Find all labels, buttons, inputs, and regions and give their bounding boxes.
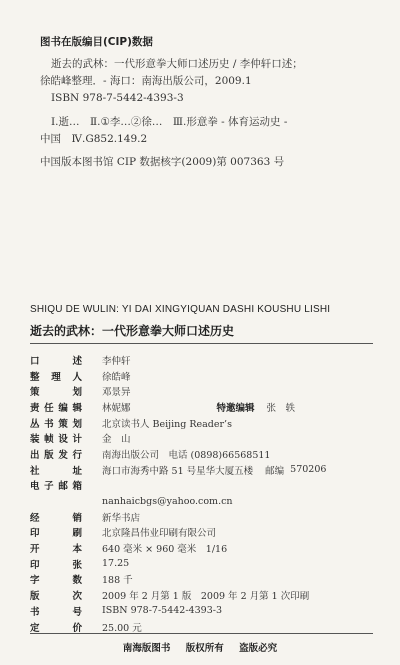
credit-row-distributor (30, 509, 373, 525)
credit-row-isbn (30, 603, 373, 619)
credits-table (30, 352, 373, 634)
cip-subject-line: 中国 Ⅳ.G852.149.2 (40, 133, 148, 145)
postcode-label: 邮编 (265, 465, 285, 477)
credit-label: 口 述 (30, 355, 82, 367)
credit-value: ISBN 978-7-5442-4393-3 (102, 605, 222, 617)
credit-value: 北京隆昌伟业印刷有限公司 (102, 528, 217, 540)
guest-editor-value: 张 轶 (266, 402, 296, 414)
credit-value: 金 山 (102, 434, 131, 446)
cip-isbn-line: ISBN 978-7-5442-4393-3 (51, 92, 184, 104)
credit-row-planner (30, 383, 373, 399)
credit-row-sheets (30, 556, 373, 572)
credit-row-edition (30, 587, 373, 603)
credit-label: 电子邮箱 (30, 481, 82, 493)
credit-label: 开 本 (30, 544, 82, 556)
credit-row-series-planner (30, 415, 373, 431)
credit-value: 林妮娜 (102, 402, 131, 414)
credit-value: 南海出版公司 电话 (0898)66568511 (102, 449, 271, 461)
credit-label: 社 址 (30, 465, 82, 477)
credit-value: 北京读书人 Beijing Reader’s (102, 418, 232, 430)
cip-entry-line: 徐皓峰整理．- 海口：南海出版公司，2009.1 (40, 75, 252, 87)
credit-value: 2009 年 2 月第 1 版 2009 年 2 月第 1 次印刷 (102, 591, 310, 603)
footer (0, 640, 400, 654)
credit-value: 徐皓峰 (102, 371, 131, 383)
credit-label: 策 划 (30, 387, 82, 399)
title-divider (30, 343, 373, 344)
credit-row-design (30, 430, 373, 446)
cip-entry (40, 56, 370, 107)
cip-subjects (40, 114, 370, 148)
credit-value: 邓景异 (102, 387, 131, 399)
credit-label: 版 次 (30, 591, 82, 603)
credit-row-printer (30, 525, 373, 541)
credit-label: 责任编辑 (30, 402, 82, 414)
credit-row-address (30, 462, 373, 478)
credit-value: nanhaicbgs@yahoo.com.cn (102, 495, 233, 507)
footer-piracy: 盗版必究 (239, 643, 278, 654)
credit-value: 640 毫米 × 960 毫米 1/16 (102, 544, 228, 556)
credit-row-email-value (30, 493, 373, 509)
credit-value: 新华书店 (102, 512, 141, 524)
cip-heading: 图书在版编目(CIP)数据 (40, 36, 153, 48)
footer-divider (30, 633, 373, 634)
credit-row-email (30, 478, 373, 494)
footer-rights: 版权所有 (185, 643, 224, 654)
cip-core-number-text: 中国版本图书馆 CIP 数据核字(2009)第 007363 号 (40, 156, 285, 168)
credit-value: 188 千 (102, 575, 133, 587)
credit-label: 出版发行 (30, 449, 82, 461)
credit-row-responsible-editor (30, 399, 373, 415)
credit-label: 印 张 (30, 559, 82, 571)
cip-subject-line: Ⅰ.逝… Ⅱ.①李…②徐… Ⅲ.形意拳 - 体育运动史 - (51, 116, 288, 128)
postcode-value: 570206 (290, 464, 327, 476)
cip-core-number (40, 154, 370, 171)
credit-label: 整 理 人 (30, 371, 82, 383)
title-pinyin: SHIQU DE WULIN: YI DAI XINGYIQUAN DASHI KOUSHU LISHI (30, 304, 331, 315)
credit-row-dictation (30, 352, 373, 368)
credit-label: 印 刷 (30, 528, 82, 540)
credit-label: 经 销 (30, 512, 82, 524)
credit-row-publisher (30, 446, 373, 462)
title-chinese: 逝去的武林：一代形意拳大师口述历史 (30, 324, 235, 338)
credit-row-words (30, 572, 373, 588)
credit-row-editor (30, 368, 373, 384)
credit-label: 字 数 (30, 575, 82, 587)
footer-books: 南海版图书 (122, 643, 171, 654)
credit-value: 17.25 (102, 558, 130, 570)
cip-entry-line: 逝去的武林：一代形意拳大师口述历史 / 李仲轩口述； (51, 58, 303, 70)
credit-label: 书 号 (30, 606, 82, 618)
credit-row-format (30, 540, 373, 556)
credit-value: 海口市海秀中路 51 号星华大厦五楼 (102, 465, 254, 477)
credit-label: 装帧设计 (30, 434, 82, 446)
credit-value: 李仲轩 (102, 355, 131, 367)
credit-value: 25.00 元 (102, 622, 142, 634)
guest-editor-label: 特邀编辑 (216, 402, 255, 414)
credit-label: 丛书策划 (30, 418, 82, 430)
credit-label: 定 价 (30, 622, 82, 634)
